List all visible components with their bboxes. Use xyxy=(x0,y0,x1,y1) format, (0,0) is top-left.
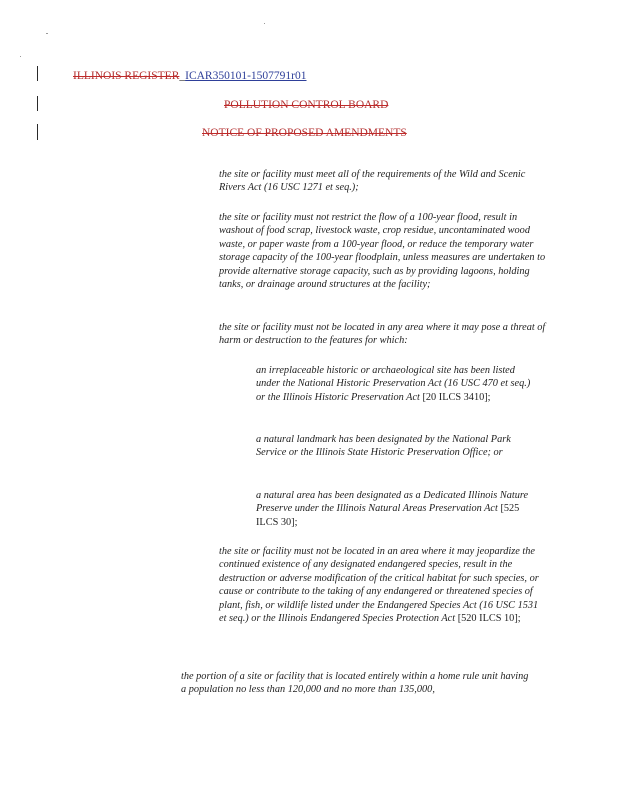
agency-title: POLLUTION CONTROL BOARD xyxy=(224,99,389,111)
paragraph-home-rule-unit: the portion of a site or facility that is located entirely within a home rule unit having a population no less than 120,000 and no more than 135,000, xyxy=(181,671,529,696)
paragraph-endangered-species xyxy=(219,545,547,625)
paragraph-endangered-species-text: the site or facility must not be located in an area where it may jeopardize the continued existence of any designated endangered species, result in the destruction or adverse modification of the critical habitat for such species, or cause or contribute to the taking of any endangered or threatened species of plant, fish, or wildlife listed under the Endangered Species Act (16 USC 1531 et seq.) or the Illinois Endangered Species Protection Act xyxy=(219,546,539,625)
change-bar xyxy=(37,66,38,81)
notice-title: NOTICE OF PROPOSED AMENDMENTS xyxy=(202,127,407,139)
paragraph-floodplain: the site or facility must not restrict the flow of a 100-year flood, result in washout of food scrap, livestock waste, crop residue, uncontaminated wood waste, or paper waste from a 100-year flood, or reduce the temporary water storage capacity of the 100-year floodplain, unless measures are undertaken to provide alternative storage capacity, such as by providing lagoons, holding tanks, or drainage around structures at the facility; xyxy=(219,212,546,291)
scan-speck xyxy=(46,33,48,34)
register-header xyxy=(73,70,307,82)
subparagraph-natural-landmark: a natural landmark has been designated by the National Park Service or the Illinois State Historic Preservation Office; or xyxy=(256,434,511,459)
subparagraph-natural-area-text: a natural area has been designated as a Dedicated Illinois Nature Preserve under the Illinois Natural Areas Preservation Act xyxy=(256,490,529,515)
paragraph-protected-features: the site or facility must not be located in any area where it may pose a threat of harm or destruction to the features for which: xyxy=(219,322,546,347)
paragraph-wild-scenic-rivers: the site or facility must meet all of the requirements of the Wild and Scenic Rivers Act (16 USC 1271 et seq.); xyxy=(219,169,526,194)
change-bar xyxy=(37,124,38,140)
subparagraph-historic-site xyxy=(256,364,536,404)
header-separator: _ xyxy=(179,70,186,82)
register-title: ILLINOIS REGISTER xyxy=(73,70,180,82)
historic-preservation-citation: [20 ILCS 3410]; xyxy=(422,391,491,403)
endangered-species-citation: [520 ILCS 10]; xyxy=(457,613,521,625)
scan-speck xyxy=(264,23,265,24)
natural-areas-citation: [525 ILCS 30]; xyxy=(256,503,520,528)
change-bar xyxy=(37,96,38,111)
document-code: ICAR350101-1507791r01 xyxy=(185,70,307,82)
scan-speck xyxy=(20,56,21,57)
subparagraph-historic-site-text: an irreplaceable historic or archaeological site has been listed under the National Historic Preservation Act (16 USC 470 et seq.) or the Illinois Historic Preservation Act xyxy=(256,365,531,403)
subparagraph-natural-area xyxy=(256,489,542,529)
